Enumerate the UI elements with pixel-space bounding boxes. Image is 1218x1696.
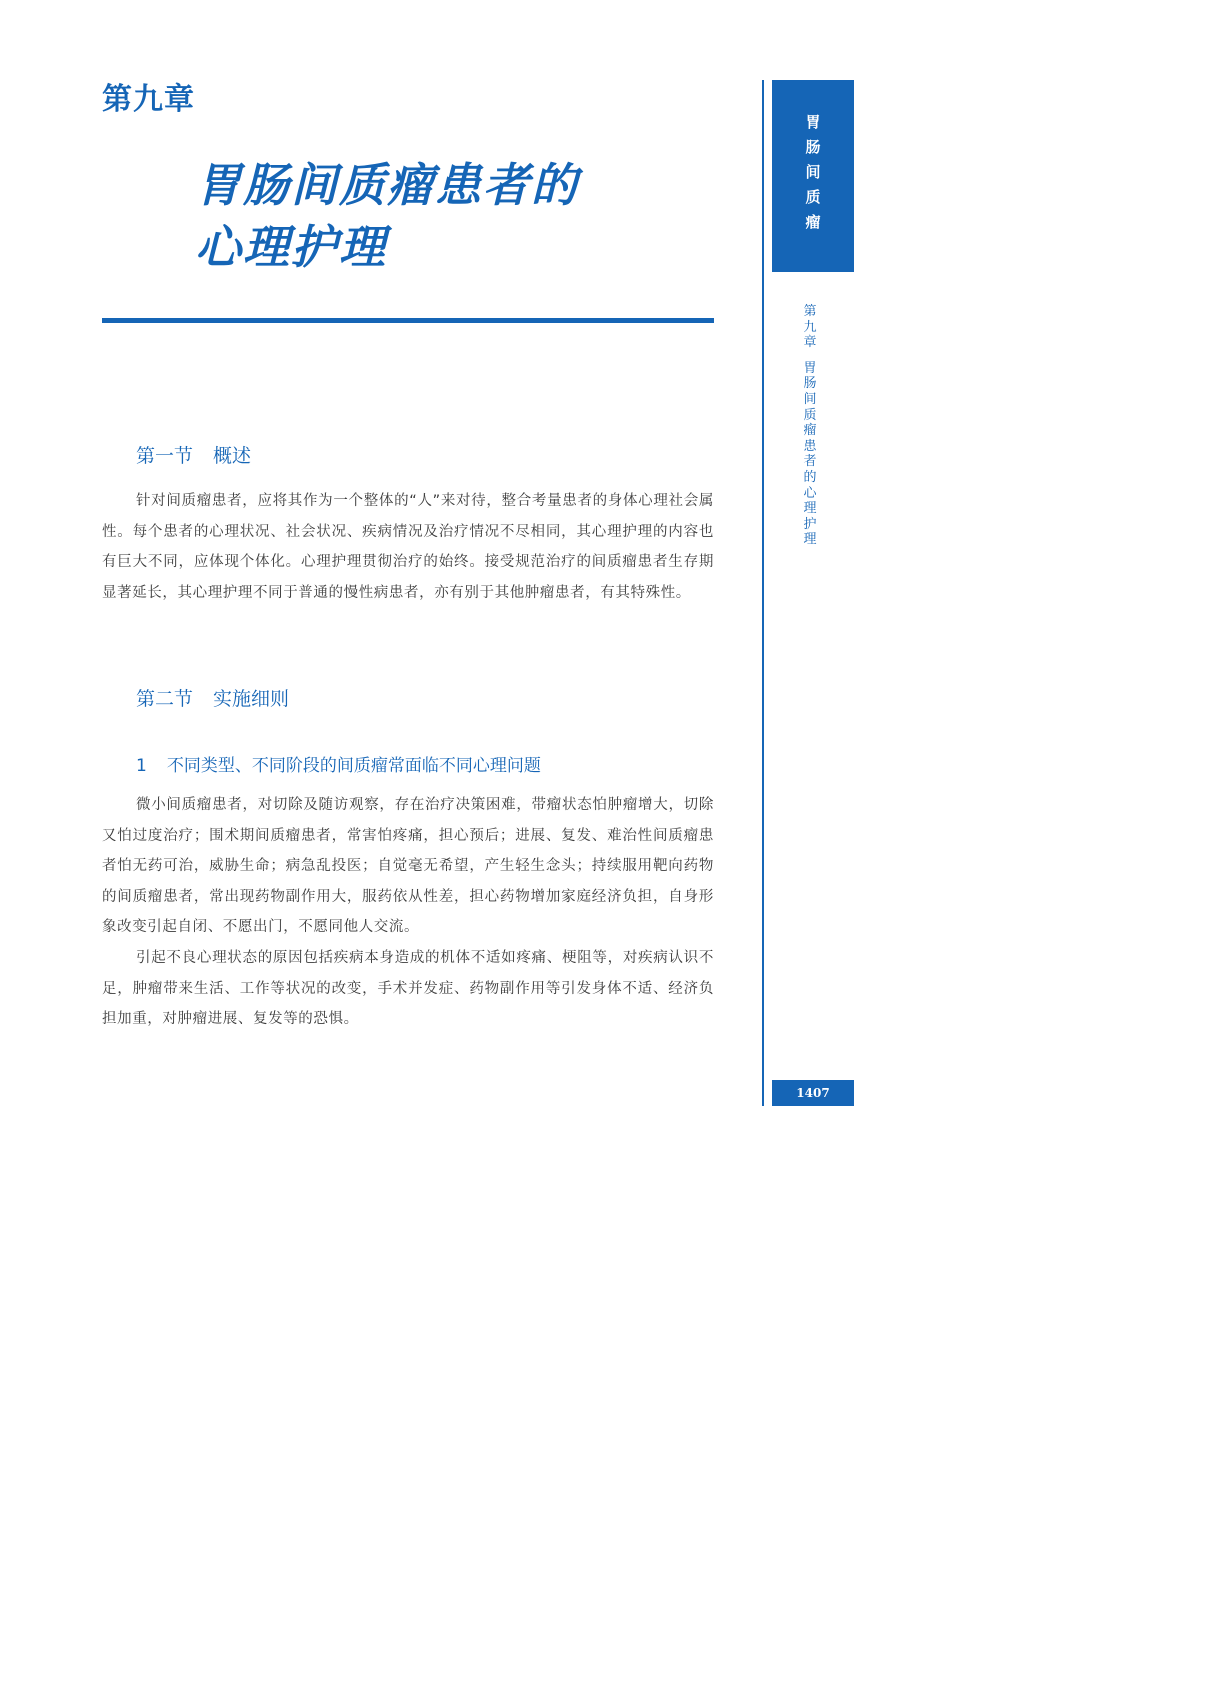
running-header-char: 胃 (803, 360, 817, 376)
running-header-char: 理 (803, 532, 817, 548)
running-header-vertical (799, 304, 821, 548)
rail-divider (762, 80, 764, 1106)
section-1-number: 第一节 (136, 445, 194, 467)
section-2-heading (136, 684, 289, 711)
section-1-heading (136, 441, 251, 468)
page-number: 1407 (772, 1080, 854, 1106)
section-1-paragraph: 针对间质瘤患者，应将其作为一个整体的“人”来对待，整合考量患者的身体心理社会属性。每个患者的心理状况、社会状况、疾病情况及治疗情况不尽相同，其心理护理的内容也有巨大不同，应体现个体化。心理护理贯彻治疗的始终。接受规范治疗的间质瘤患者生存期显著延长，其心理护理不同于普通的慢性病患者，亦有别于其他肿瘤患者，有其特殊性。 (102, 493, 714, 601)
running-header-char: 者 (803, 454, 817, 470)
rail-tab-char: 质 (805, 188, 821, 206)
running-header-gap (799, 351, 821, 361)
running-header-char: 心 (803, 485, 817, 501)
running-header-char: 理 (803, 501, 817, 517)
subsection-number: 1 (136, 756, 147, 776)
section-1-title: 概述 (213, 445, 252, 467)
running-header-char: 的 (803, 469, 817, 485)
running-header-char: 瘤 (803, 423, 817, 439)
section-2-number: 第二节 (136, 688, 194, 710)
rail-tab-text (772, 110, 854, 235)
subsection-title: 不同类型、不同阶段的间质瘤常面临不同心理问题 (166, 756, 541, 776)
rail-tab-char: 肠 (805, 138, 821, 156)
running-header-char: 护 (803, 516, 817, 532)
chapter-label: 第九章 (102, 82, 195, 117)
running-header-char: 质 (803, 407, 817, 423)
running-header-char: 患 (803, 438, 817, 454)
rail-tab-char: 胃 (805, 113, 821, 131)
chapter-title (195, 154, 579, 278)
subsection-heading (136, 751, 541, 776)
section-2-paragraph-2: 引起不良心理状态的原因包括疾病本身造成的机体不适如疼痛、梗阻等，对疾病认识不足，肿瘤带来生活、工作等状况的改变，手术并发症、药物副作用等引发身体不适、经济负担加重，对肿瘤进展、复发等的恐惧。 (102, 950, 714, 1027)
rail-tab (772, 80, 854, 272)
chapter-title-line2: 心理护理 (195, 220, 387, 274)
running-header-char: 第 (803, 304, 817, 319)
title-rule (102, 318, 714, 323)
rail-tab-char: 瘤 (805, 213, 821, 231)
running-header-char: 章 (803, 335, 817, 351)
running-header-char: 九 (803, 319, 817, 335)
running-header-char: 间 (803, 391, 817, 407)
chapter-title-line1: 胃肠间质瘤患者的 (195, 158, 579, 212)
rail-tab-char: 间 (805, 163, 821, 181)
section-2-paragraph-1: 微小间质瘤患者，对切除及随访观察，存在治疗决策困难，带瘤状态怕肿瘤增大，切除又怕过度治疗；围术期间质瘤患者，常害怕疼痛，担心预后；进展、复发、难治性间质瘤患者怕无药可治，威胁生命；病急乱投医；自觉毫无希望，产生轻生念头；持续服用靶向药物的间质瘤患者，常出现药物副作用大，服药依从性差，担心药物增加家庭经济负担，自身形象改变引起自闭、不愿出门，不愿同他人交流。 (102, 797, 714, 935)
running-header-char: 肠 (803, 376, 817, 392)
section-2-title: 实施细则 (213, 688, 290, 710)
